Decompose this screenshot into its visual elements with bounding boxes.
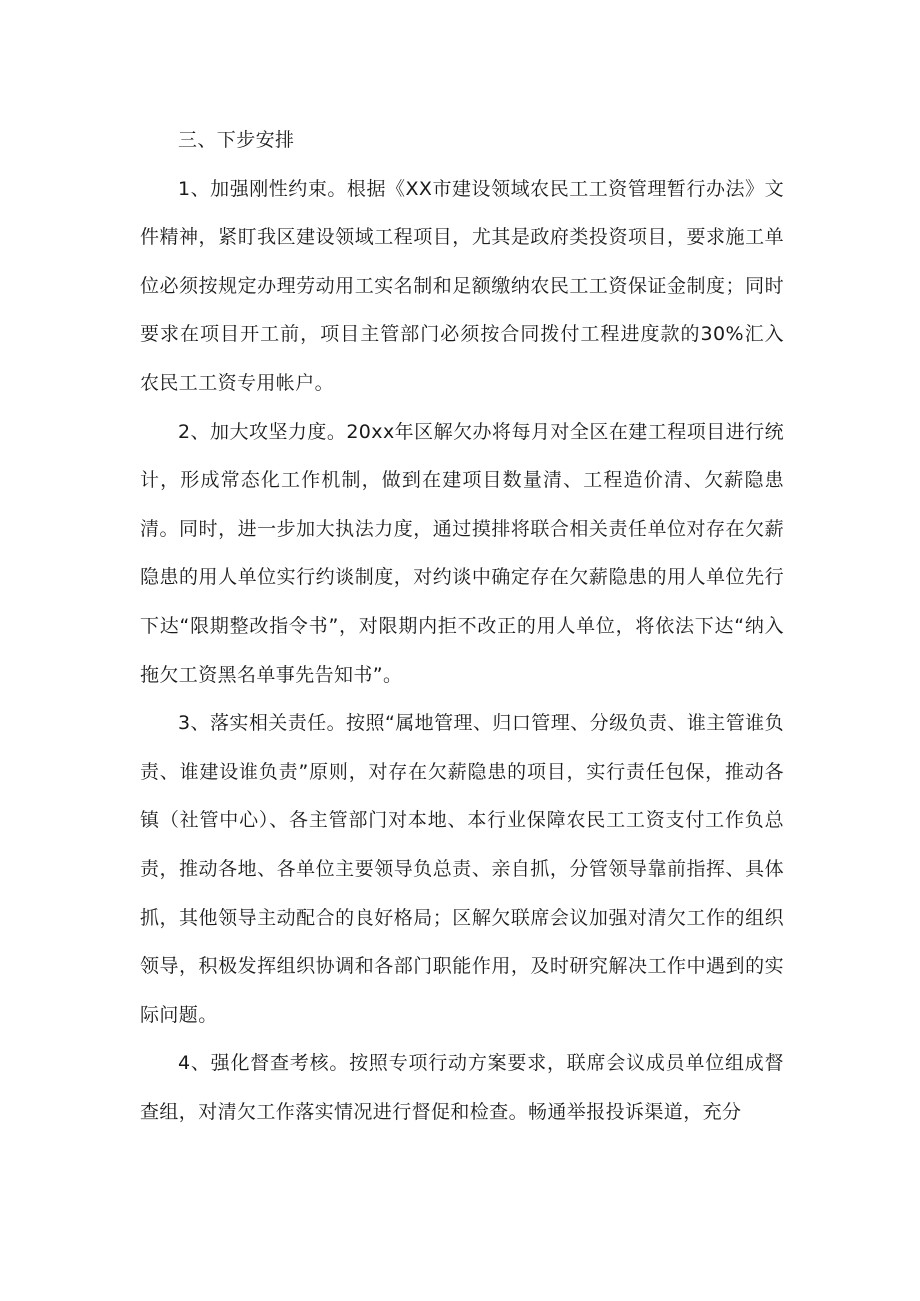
paragraph-2: 2、加大攻坚力度。20xx年区解欠办将每月对全区在建工程项目进行统计，形成常态化工作机制，做到在建项目数量清、工程造价清、欠薪隐患清。同时，进一步加大执法力度，通过摸排将联合相关责任单位对存在欠薪隐患的用人单位实行约谈制度，对约谈中确定存在欠薪隐患的用人单位先行下达“限期整改指令书”，对限期内拒不改正的用人单位，将依法下达“纳入拖欠工资黑名单事先告知书”。 <box>140 420 784 686</box>
paragraph-4: 4、强化督查考核。按照专项行动方案要求，联席会议成员单位组成督查组，对清欠工作落实情况进行督促和检查。畅通举报投诉渠道，充分 <box>140 1052 784 1123</box>
section-heading: 三、下步安排 <box>178 129 295 151</box>
paragraph-3: 3、落实相关责任。按照“属地管理、归口管理、分级负责、谁主管谁负责、谁建设谁负责”原则，对存在欠薪隐患的项目，实行责任包保，推动各镇（社管中心）、各主管部门对本地、本行业保障农民工工资支付工作负总责，推动各地、各单位主要领导负总责、亲自抓，分管领导靠前指挥、具体抓，其他领导主动配合的良好格局；区解欠联席会议加强对清欠工作的组织领导，积极发挥组织协调和各部门职能作用，及时研究解决工作中遇到的实际问题。 <box>140 712 784 1026</box>
paragraph-1: 1、加强刚性约束。根据《XX市建设领域农民工工资管理暂行办法》文件精神，紧盯我区建设领域工程项目，尤其是政府类投资项目，要求施工单位必须按规定办理劳动用工实名制和足额缴纳农民工工资保证金制度；同时要求在项目开工前，项目主管部门必须按合同拨付工程进度款的30%汇入农民工工资专用帐户。 <box>140 177 784 394</box>
document-body <box>140 116 784 1136</box>
